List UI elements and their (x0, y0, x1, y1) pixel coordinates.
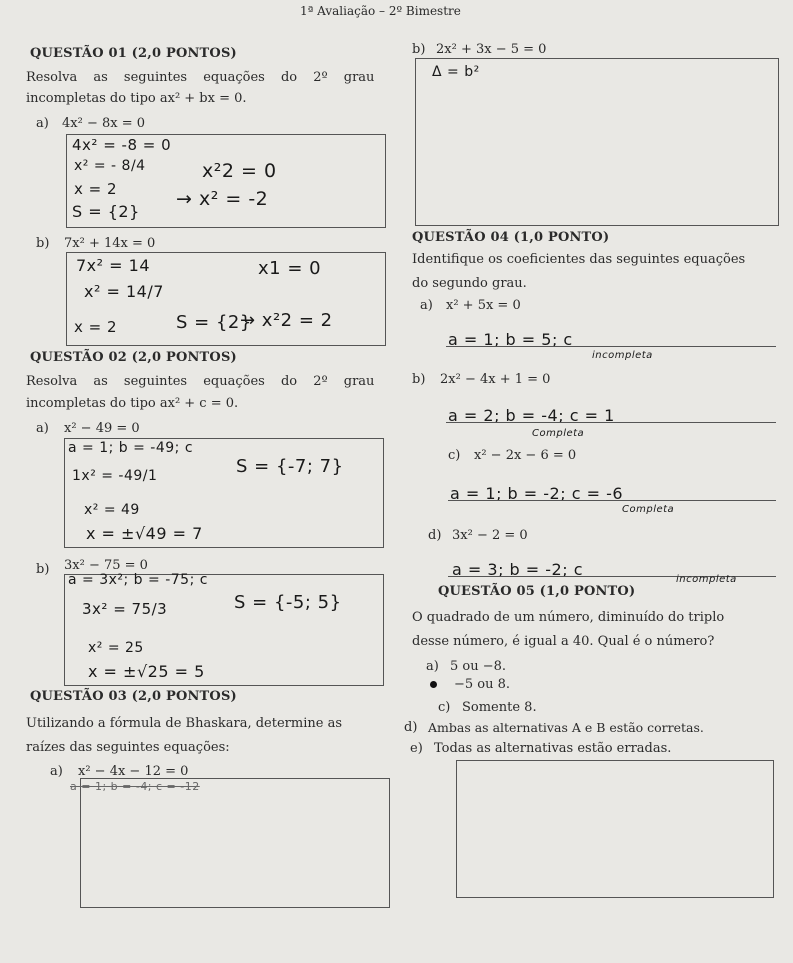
q4b-answer: a = 2; b = -4; c = 1 (448, 406, 615, 425)
q2-prompt-line2: incompletas do tipo ax² + c = 0. (26, 396, 239, 411)
q2-prompt-line1: Resolva as seguintes equações do 2º grau (26, 374, 375, 389)
q5-option-c-label[interactable]: c) (438, 700, 451, 715)
q4d-label: d) (428, 528, 442, 543)
q5-prompt-line2: desse número, é igual a 40. Qual é o número? (412, 634, 715, 649)
q2-title: QUESTÃO 02 (2,0 PONTOS) (30, 350, 237, 365)
q4c-answer: a = 1; b = -2; c = -6 (450, 484, 624, 503)
q1b-label: b) (36, 236, 50, 251)
q5-option-a-text: 5 ou −8. (450, 659, 507, 674)
q5-selected-mark (430, 681, 437, 688)
q1a-work-line1: 4x² = -8 = 0 (72, 136, 172, 154)
q3-prompt-line1: Utilizando a fórmula de Bhaskara, determine as (26, 716, 342, 731)
q1a-equation: 4x² − 8x = 0 (62, 116, 146, 131)
q1-prompt-line1: Resolva as seguintes equações do 2º grau (26, 70, 375, 85)
q4d-note: incompleta (676, 574, 737, 585)
q1-title: QUESTÃO 01 (2,0 PONTOS) (30, 46, 237, 61)
q5-answer-box[interactable] (456, 760, 774, 898)
q2a-work-line1: a = 1; b = -49; c (68, 440, 194, 456)
q5-option-a-label[interactable]: a) (426, 659, 439, 674)
q1a-work-line4: S = {2} (72, 202, 140, 221)
q4d-answer: a = 3; b = -2; c (452, 560, 583, 579)
q1b-work-line3: x = 2 (74, 318, 118, 336)
q2b-label: b) (36, 562, 50, 577)
q2b-work-line1: a = 3x²; b = -75; c (68, 572, 208, 588)
q3a-work-line1: a = 1; b = -4; c = -12 (70, 780, 200, 793)
q3b-work-line1: Δ = b² (432, 64, 480, 80)
q2a-work-line5: S = {-7; 7} (236, 456, 344, 477)
q4-title: QUESTÃO 04 (1,0 PONTO) (412, 230, 610, 245)
q1b-work-line2: x² = 14/7 (84, 282, 164, 301)
q5-option-d-label[interactable]: d) (404, 720, 418, 735)
q5-option-e-text: Todas as alternativas estão erradas. (434, 741, 672, 756)
q4c-answer-line[interactable] (448, 500, 776, 501)
q1b-work-line5: S = {2} (176, 312, 252, 333)
q2a-work-line3: x² = 49 (84, 502, 140, 518)
q2b-work-line3: x² = 25 (88, 640, 144, 656)
q3b-label: b) (412, 42, 426, 57)
q5-option-e-label[interactable]: e) (410, 741, 423, 756)
q1b-work-line4: x1 = 0 (258, 258, 322, 279)
q2b-work-line4: x = ±√25 = 5 (88, 662, 205, 681)
q5-option-c-text: Somente 8. (462, 700, 537, 715)
q2b-work-line2: 3x² = 75/3 (82, 600, 168, 618)
q3-prompt-line2: raízes das seguintes equações: (26, 740, 230, 755)
q5-option-d-text: Ambas as alternativas A e B estão corretas. (428, 720, 704, 735)
q1a-work-line6: → x² = -2 (176, 188, 269, 210)
q2b-work-line5: S = {-5; 5} (234, 592, 342, 613)
q3a-label: a) (50, 764, 63, 779)
page-header: 1ª Avaliação – 2º Bimestre (300, 4, 461, 18)
q5-title: QUESTÃO 05 (1,0 PONTO) (438, 584, 636, 599)
q1b-work-line1: 7x² = 14 (76, 256, 150, 275)
q5-option-b-text[interactable]: −5 ou 8. (454, 677, 511, 692)
q3b-answer-box[interactable] (415, 58, 779, 226)
q4-prompt-line2: do segundo grau. (412, 276, 527, 291)
q4-prompt-line1: Identifique os coeficientes das seguintes equações (412, 252, 746, 267)
q4a-note: incompleta (592, 350, 653, 361)
q2a-equation: x² − 49 = 0 (64, 421, 140, 436)
q1a-work-line5: x²2 = 0 (202, 160, 277, 182)
q1-prompt-line2: incompletas do tipo ax² + bx = 0. (26, 91, 247, 106)
q1b-equation: 7x² + 14x = 0 (64, 236, 156, 251)
q2b-equation: 3x² − 75 = 0 (64, 558, 148, 573)
q2a-work-line4: x = ±√49 = 7 (86, 524, 203, 543)
q4c-label: c) (448, 448, 461, 463)
q3a-equation: x² − 4x − 12 = 0 (78, 764, 189, 779)
q1a-label: a) (36, 116, 49, 131)
q2a-work-line2: 1x² = -49/1 (72, 468, 158, 484)
q4d-equation: 3x² − 2 = 0 (452, 528, 528, 543)
q5-prompt-line1: O quadrado de um número, diminuído do triplo (412, 610, 725, 625)
q4b-answer-line[interactable] (446, 422, 776, 423)
q4a-equation: x² + 5x = 0 (446, 298, 521, 313)
q4b-note: Completa (532, 428, 585, 439)
q3-title: QUESTÃO 03 (2,0 PONTOS) (30, 689, 237, 704)
q1a-work-line2: x² = - 8/4 (74, 158, 146, 174)
q3a-answer-box[interactable] (80, 778, 390, 908)
q4a-answer: a = 1; b = 5; c (448, 330, 573, 349)
q4c-note: Completa (622, 504, 675, 515)
q4b-equation: 2x² − 4x + 1 = 0 (440, 372, 551, 387)
q4a-answer-line[interactable] (446, 346, 776, 347)
q2a-label: a) (36, 421, 49, 436)
q1b-work-line6: → x²2 = 2 (240, 310, 333, 331)
q4a-label: a) (420, 298, 433, 313)
q3b-equation: 2x² + 3x − 5 = 0 (436, 42, 547, 57)
q4c-equation: x² − 2x − 6 = 0 (474, 448, 577, 463)
q4b-label: b) (412, 372, 426, 387)
q1a-work-line3: x = 2 (74, 180, 118, 198)
